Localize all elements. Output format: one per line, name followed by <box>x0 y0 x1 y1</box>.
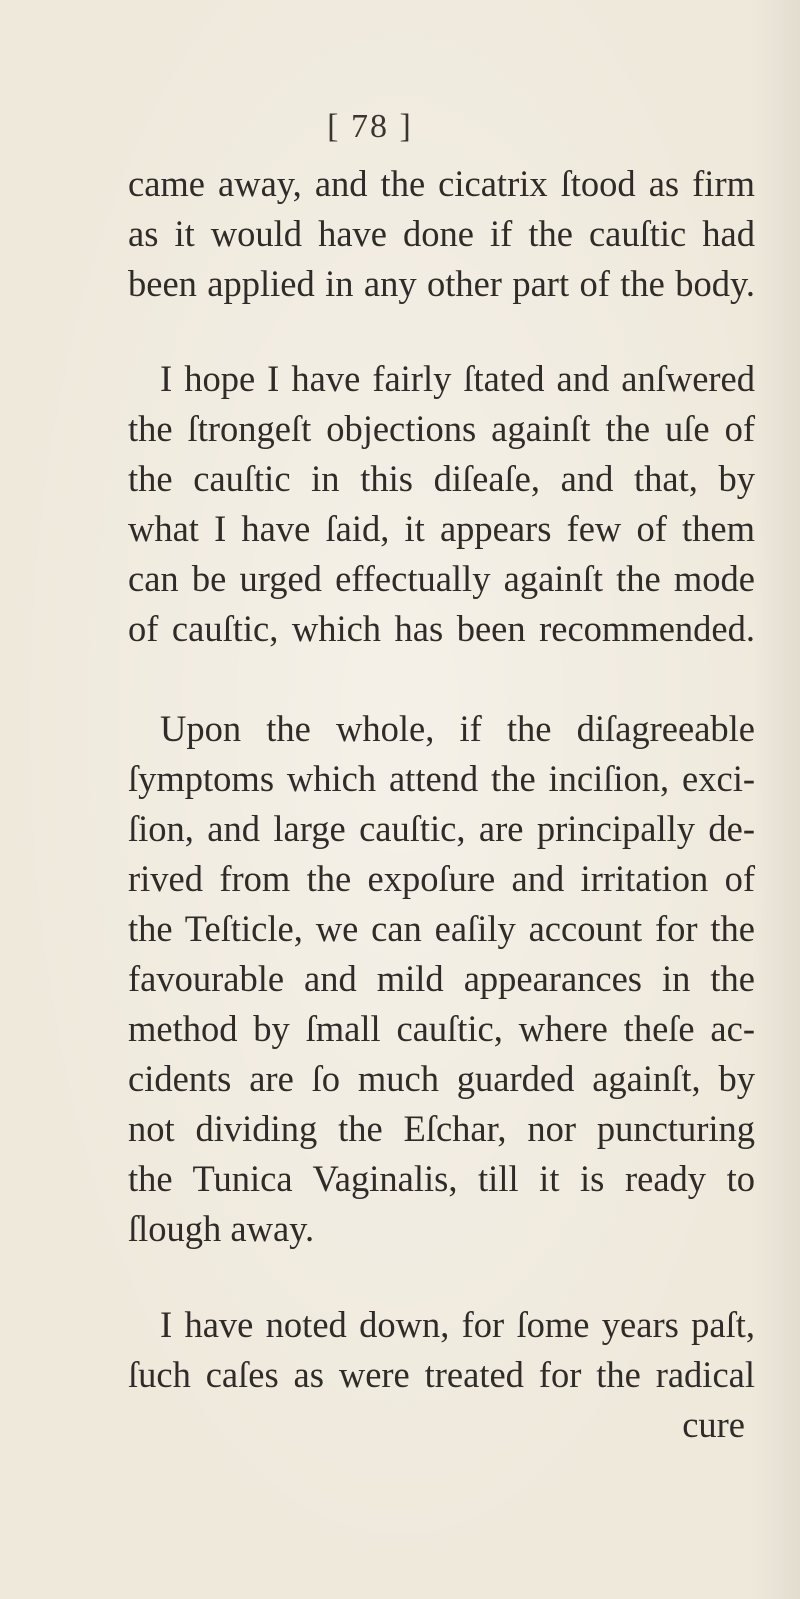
text-line: ſion, and large cauſtic, are principally de- <box>128 808 755 849</box>
catchword: cure <box>682 1404 745 1445</box>
text-line: what I have ſaid, it appears few of them <box>128 508 755 549</box>
text-line: can be urged effectually againſt the mode <box>128 558 755 599</box>
text-line: not dividing the Eſchar, nor puncturing <box>128 1108 755 1149</box>
text-line: the Teſticle, we can eaſily account for the <box>128 908 755 949</box>
text-line: cidents are ſo much guarded againſt, by <box>128 1058 755 1099</box>
text-line: the ſtrongeſt objections againſt the uſe of <box>128 408 755 449</box>
text-line: as it would have done if the cauſtic had <box>128 213 755 254</box>
text-line: I hope I have fairly ſtated and anſwered <box>160 358 755 399</box>
text-line: method by ſmall cauſtic, where theſe ac- <box>128 1008 755 1049</box>
text-line: the cauſtic in this diſeaſe, and that, by <box>128 458 755 499</box>
text-line: I have noted down, for ſome years paſt, <box>160 1304 755 1345</box>
text-line: Upon the whole, if the diſagreeable <box>160 708 755 749</box>
text-line: rived from the expoſure and irritation of <box>128 858 755 899</box>
text-line: came away, and the cicatrix ſtood as firm <box>128 163 755 204</box>
text-line: ſlough away. <box>128 1208 315 1249</box>
text-line: ſymptoms which attend the inciſion, exci- <box>128 758 755 799</box>
text-line: been applied in any other part of the body. <box>128 263 755 304</box>
text-line: the Tunica Vaginalis, till it is ready to <box>128 1158 755 1199</box>
text-line: favourable and mild appearances in the <box>128 958 755 999</box>
text-line: ſuch caſes as were treated for the radical <box>128 1354 755 1395</box>
text-line: of cauſtic, which has been recommended. <box>128 608 755 649</box>
page-number: [ 78 ] <box>327 108 413 145</box>
page-header <box>0 108 800 146</box>
